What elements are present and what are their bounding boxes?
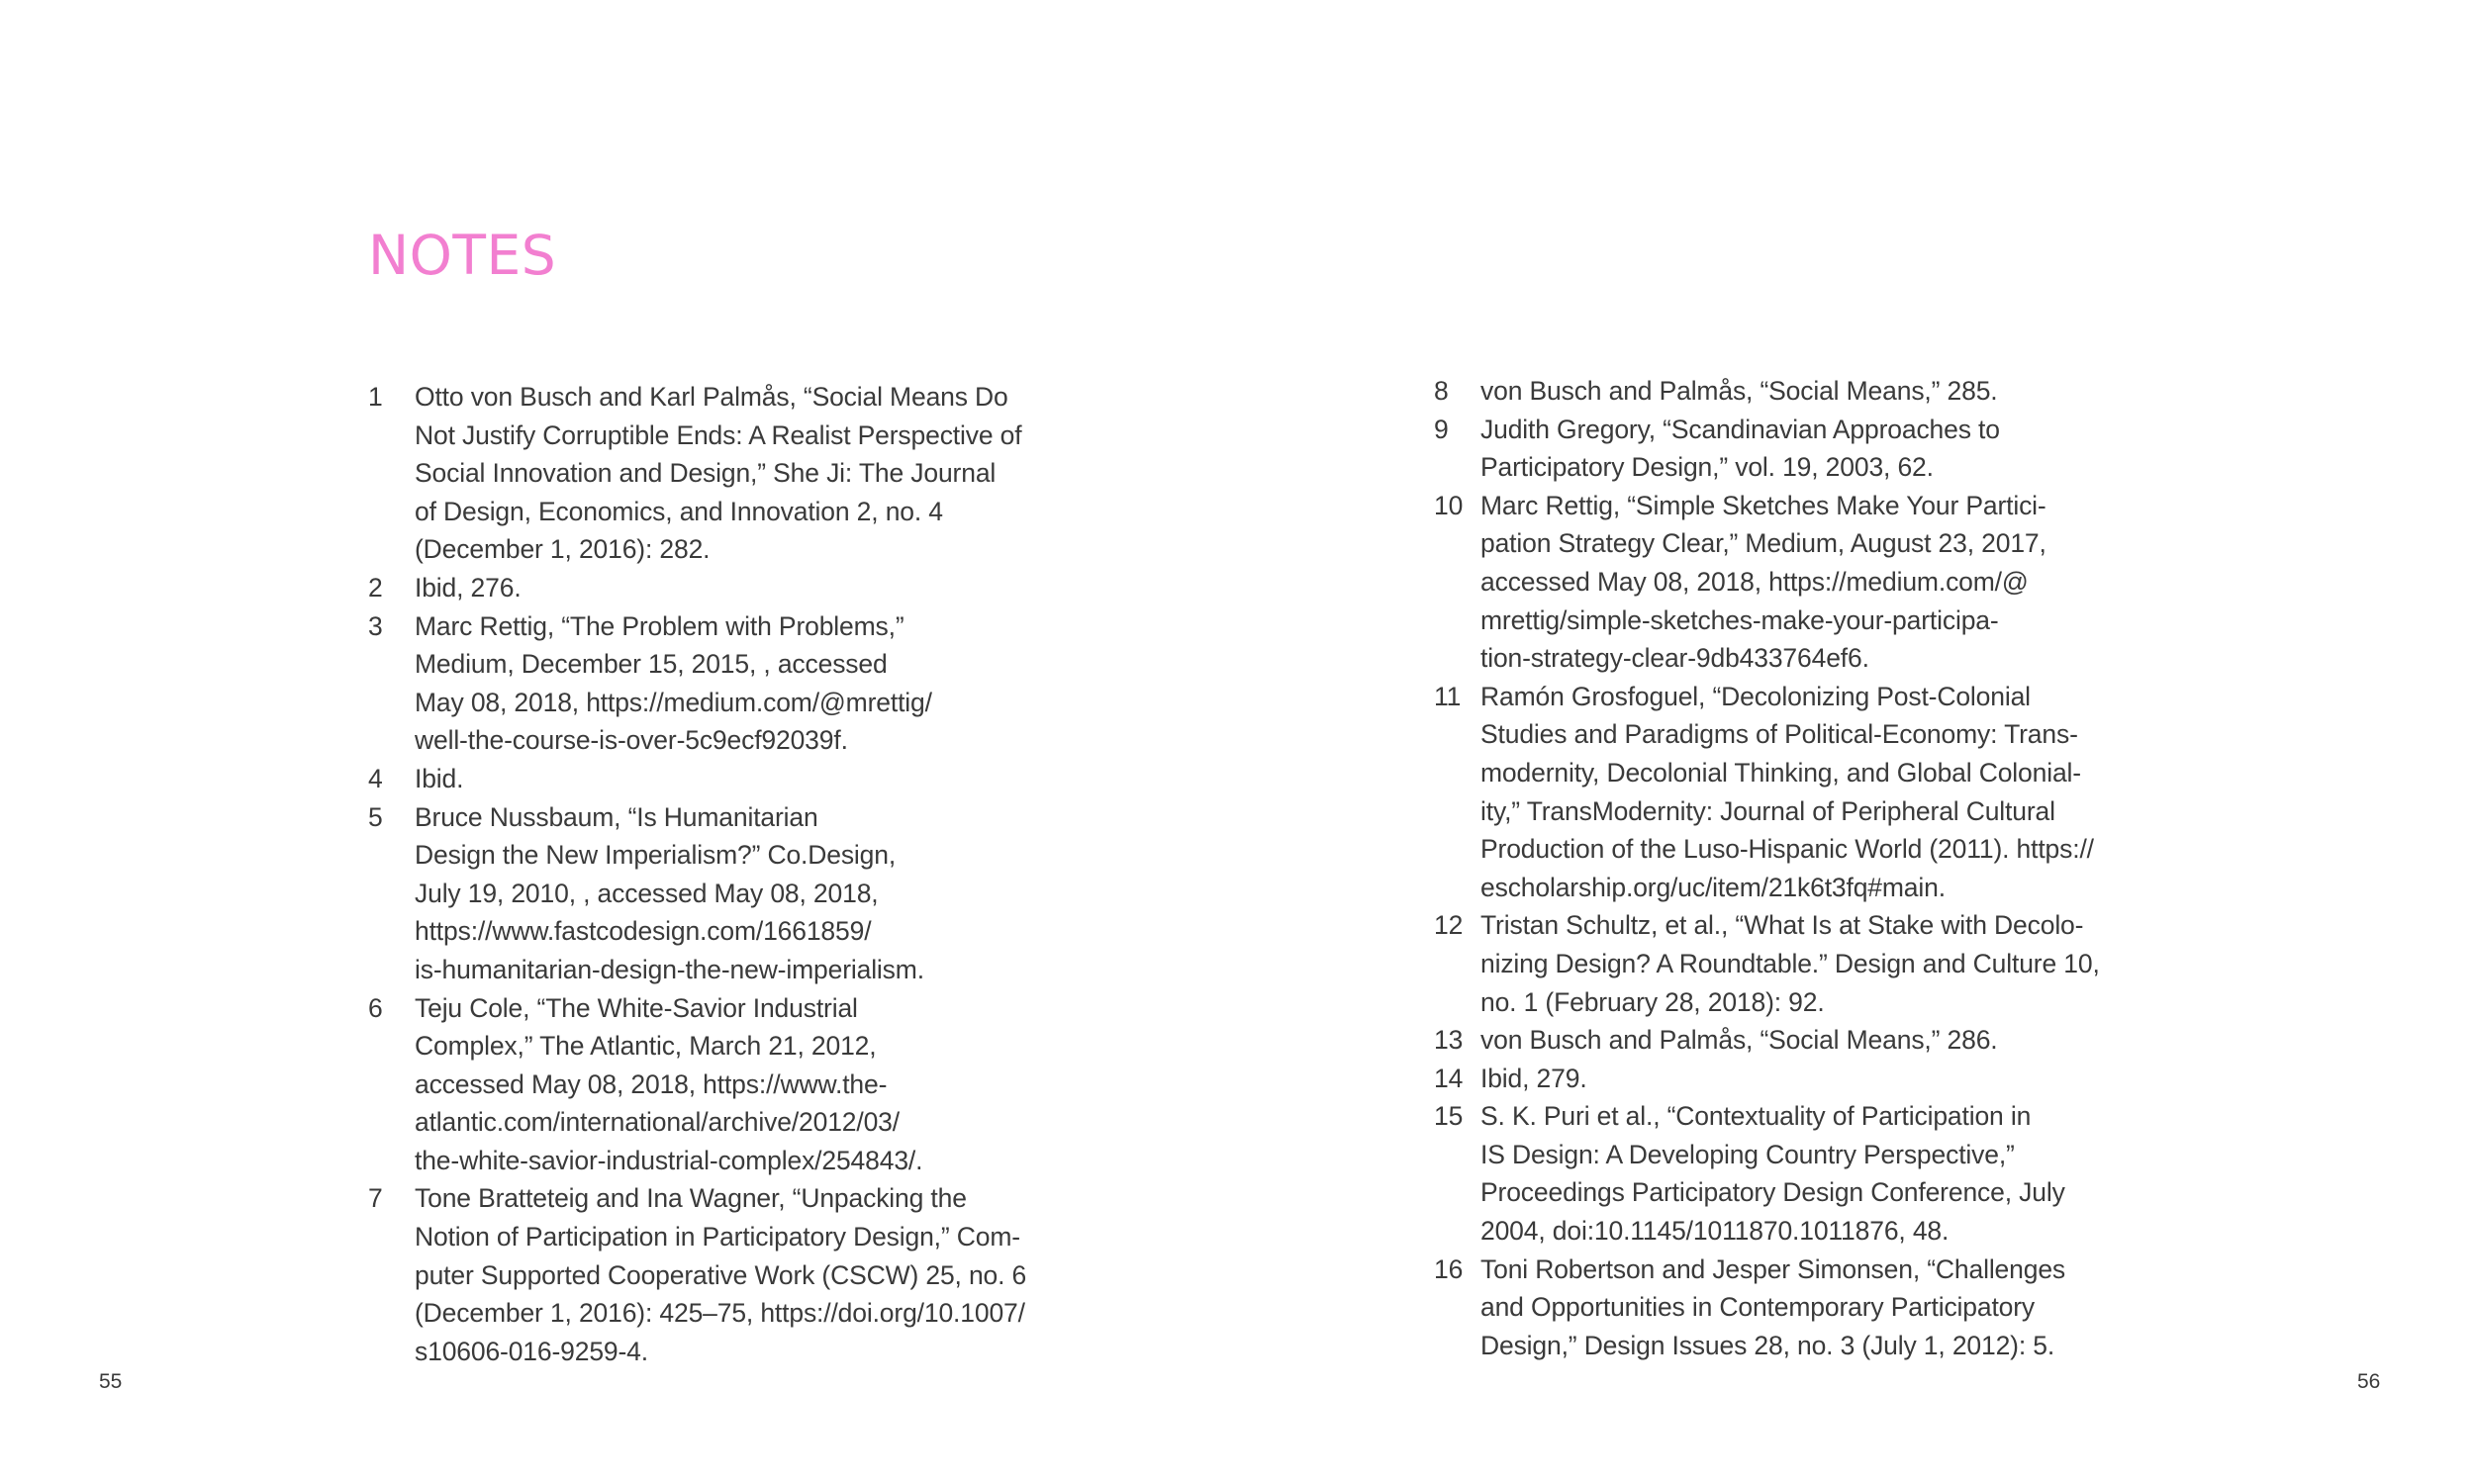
note-number: 10 <box>1434 490 1464 520</box>
note-item <box>368 989 1081 1180</box>
note-number: 11 <box>1434 681 1462 711</box>
note-text: Teju Cole, “The White-Savior Industrial Complex,” The Atlantic, March 21, 2012, accessed May 08, 2018, https://www.the- atlantic.com/international/archive/2012/03/ the-white-savior-industrial-complex/254843/. <box>415 992 923 1175</box>
note-item <box>368 569 1081 607</box>
note-item <box>1434 1060 2166 1098</box>
note-number: 13 <box>1434 1025 1464 1056</box>
note-number: 15 <box>1434 1101 1464 1132</box>
notes-list-left <box>368 378 1081 1370</box>
note-number: 1 <box>368 382 383 412</box>
note-item <box>368 798 1081 989</box>
note-text: Toni Robertson and Jesper Simonsen, “Challenges and Opportunities in Contemporary Participatory Design,” Design Issues 28, no. 3 (July 1, 2012): 5. <box>1480 1253 2066 1360</box>
note-item <box>368 607 1081 760</box>
note-text: Tone Bratteteig and Ina Wagner, “Unpacking the Notion of Participation in Participatory Design,” Com- puter Supported Cooperative Work (CSCW) 25, no. 6 (December 1, 2016): 425–75, https://doi.org/10.1007/ s10606-016-9259-4. <box>415 1183 1027 1366</box>
note-text: Ibid. <box>415 763 464 793</box>
note-number: 5 <box>368 801 383 832</box>
note-number: 16 <box>1434 1253 1464 1284</box>
note-item <box>1434 1251 2166 1365</box>
note-item <box>368 760 1081 798</box>
page-number-left: 55 <box>99 1370 123 1393</box>
note-text: Judith Gregory, “Scandinavian Approaches to Participatory Design,” vol. 19, 2003, 62. <box>1480 414 2000 483</box>
note-item <box>1434 906 2166 1021</box>
note-text: von Busch and Palmås, “Social Means,” 285. <box>1480 376 1998 406</box>
note-number: 4 <box>368 763 383 793</box>
note-text: Marc Rettig, “The Problem with Problems,” Medium, December 15, 2015, , accessed May 08, 2018, https://medium.com/@mrettig/ well-the-course-is-over-5c9ecf92039f. <box>415 610 932 756</box>
note-item <box>1434 1021 2166 1060</box>
note-item <box>1434 1097 2166 1250</box>
note-number: 6 <box>368 992 383 1023</box>
note-text: Ramón Grosfoguel, “Decolonizing Post-Colonial Studies and Paradigms of Political-Economy: Trans- modernity, Decolonial Thinking, and Global Colonial- ity,” TransModernity: Journal of Peripheral Cultural Production of the Luso-Hispanic World (2011). https:// escholarship.org/uc/item/21k6t3fq#main. <box>1480 681 2094 902</box>
note-number: 7 <box>368 1183 383 1214</box>
note-text: Otto von Busch and Karl Palmås, “Social Means Do Not Justify Corruptible Ends: A Realist Perspective of Social Innovation and Design,” She Ji: The Journal of Design, Economics, and Innovation 2, no. 4 (December 1, 2016): 282. <box>415 382 1022 565</box>
note-item <box>1434 372 2166 411</box>
note-number: 8 <box>1434 376 1449 406</box>
page-title: NOTES <box>368 224 557 287</box>
page-number-right: 56 <box>2357 1370 2381 1393</box>
note-number: 12 <box>1434 910 1464 941</box>
note-number: 2 <box>368 572 383 603</box>
notes-list-right <box>1434 372 2166 1364</box>
note-number: 14 <box>1434 1063 1464 1093</box>
note-text: Bruce Nussbaum, “Is Humanitarian Design the New Imperialism?” Co.Design, July 19, 2010, , accessed May 08, 2018, https://www.fastcodesign.com/1661859/ is-humanitarian-design-the-new-imperialism. <box>415 801 924 984</box>
note-item <box>368 1179 1081 1370</box>
note-number: 3 <box>368 610 383 641</box>
note-item <box>1434 487 2166 678</box>
note-text: S. K. Puri et al., “Contextuality of Participation in IS Design: A Developing Country Perspective,” Proceedings Participatory Design Conference, July 2004, doi:10.1145/1011870.1011876, 48. <box>1480 1101 2065 1247</box>
note-item <box>1434 678 2166 907</box>
note-text: Marc Rettig, “Simple Sketches Make Your Partici- pation Strategy Clear,” Medium, August 23, 2017, accessed May 08, 2018, https://medium.com/@ mrettig/simple-sketches-make-your-participa- tion-strategy-clear-9db433764ef6. <box>1480 490 2046 674</box>
note-number: 9 <box>1434 414 1449 444</box>
note-item <box>1434 411 2166 487</box>
note-text: von Busch and Palmås, “Social Means,” 286. <box>1480 1025 1998 1056</box>
note-text: Ibid, 279. <box>1480 1063 1587 1093</box>
note-item <box>368 378 1081 569</box>
note-text: Tristan Schultz, et al., “What Is at Stake with Decolo- nizing Design? A Roundtable.” Design and Culture 10, no. 1 (February 28, 2018): 92. <box>1480 910 2100 1017</box>
note-text: Ibid, 276. <box>415 572 522 603</box>
